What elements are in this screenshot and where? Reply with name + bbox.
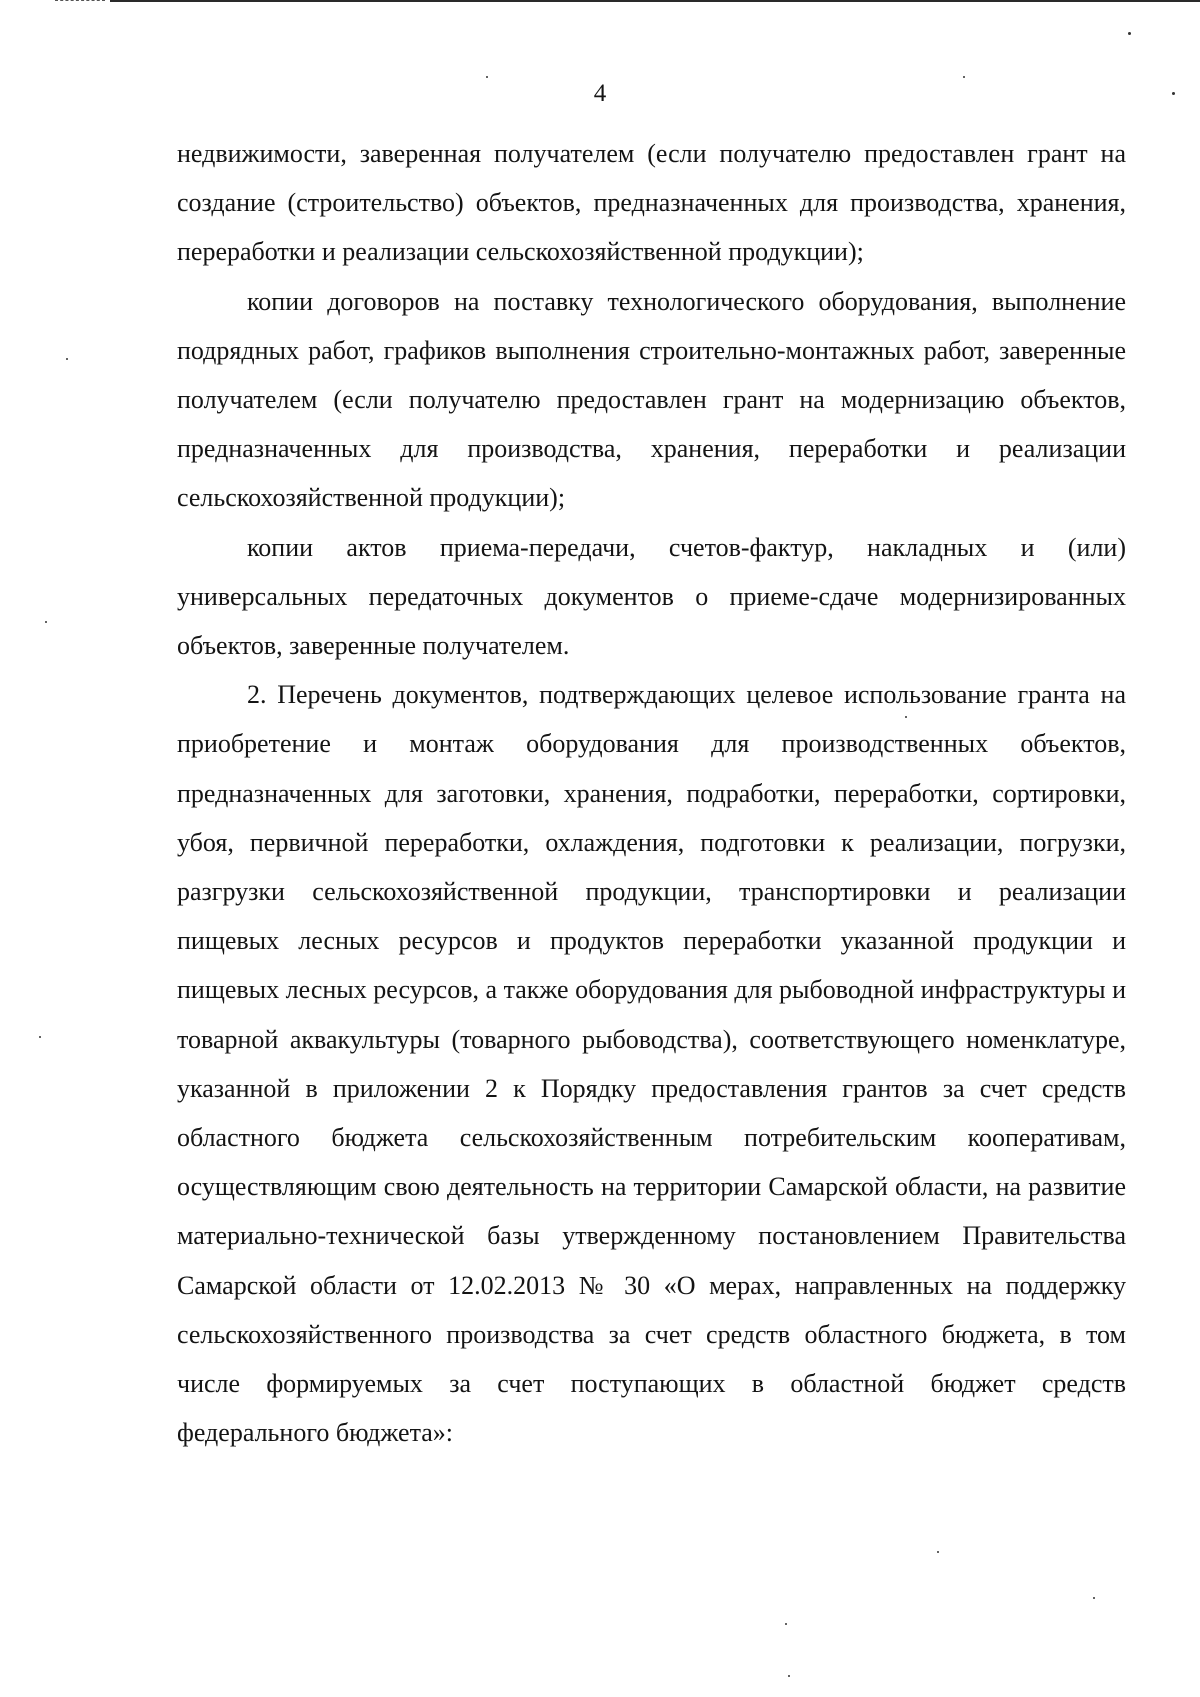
scan-edge-dash [55,0,105,2]
scan-speck [1093,1597,1095,1599]
scan-speck [66,358,68,360]
scan-speck [39,1036,41,1038]
scan-top-rule [110,0,1200,2]
paragraph-item-2: 2. Перечень документов, подтверждающих целевое использование гранта на приобретение и монтаж оборудования для производственных объектов, предназначенных для заготовки, хранения, подработки, переработки, сортировки, убоя, первичной переработки, охлаждения, подготовки к реализации, погрузки, разгрузки сельскохозяйственной продукции, транспортировки и реализации пищевых лесных ресурсов и продуктов переработки указанной продукции и пищевых лесных ресурсов, а также оборудования для рыбоводной инфраструктуры и товарной аквакультуры (товарного рыбоводства), соответствующего номенклатуре, указанной в приложении 2 к Порядку предоставления грантов за счет средств областного бюджета сельскохозяйственным потребительским кооперативам, осуществляющим свою деятельность на территории Самарской области, на развитие материально-технической базы утвержденному постановлением Правительства Самарской области от 12.02.2013 № 30 «О мерах, направленных на поддержку сельскохозяйственного производства за счет средств областного бюджета, в том числе формируемых за счет поступающих в областной бюджет средств федерального бюджета»: [177,680,1126,1448]
document-body [177,129,1126,1457]
scan-speck [1172,92,1175,95]
page-number: 4 [593,80,607,107]
scan-speck [45,621,47,623]
scan-speck [905,716,907,718]
scan-speck [963,76,965,78]
paragraph-acts: копии актов приема-передачи, счетов-фактур, накладных и (или) универсальных передаточных документов о приеме-сдаче модернизированных объектов, заверенные получателем. [177,532,1126,661]
paragraph-contracts: копии договоров на поставку технологического оборудования, выполнение подрядных работ, графиков выполнения строительно-монтажных работ, заверенные получателем (если получателю предоставлен грант на модернизацию объектов, предназначенных для производства, хранения, переработки и реализации сельскохозяйственной продукции); [177,286,1126,513]
scan-speck [486,76,488,78]
paragraph-continuation: недвижимости, заверенная получателем (если получателю предоставлен грант на создание (строительство) объектов, предназначенных для производства, хранения, переработки и реализации сельскохозяйственной продукции); [177,139,1126,267]
scan-speck [788,1675,790,1677]
scan-speck [1128,32,1131,35]
scan-speck [785,1623,787,1625]
scan-speck [937,1551,939,1553]
